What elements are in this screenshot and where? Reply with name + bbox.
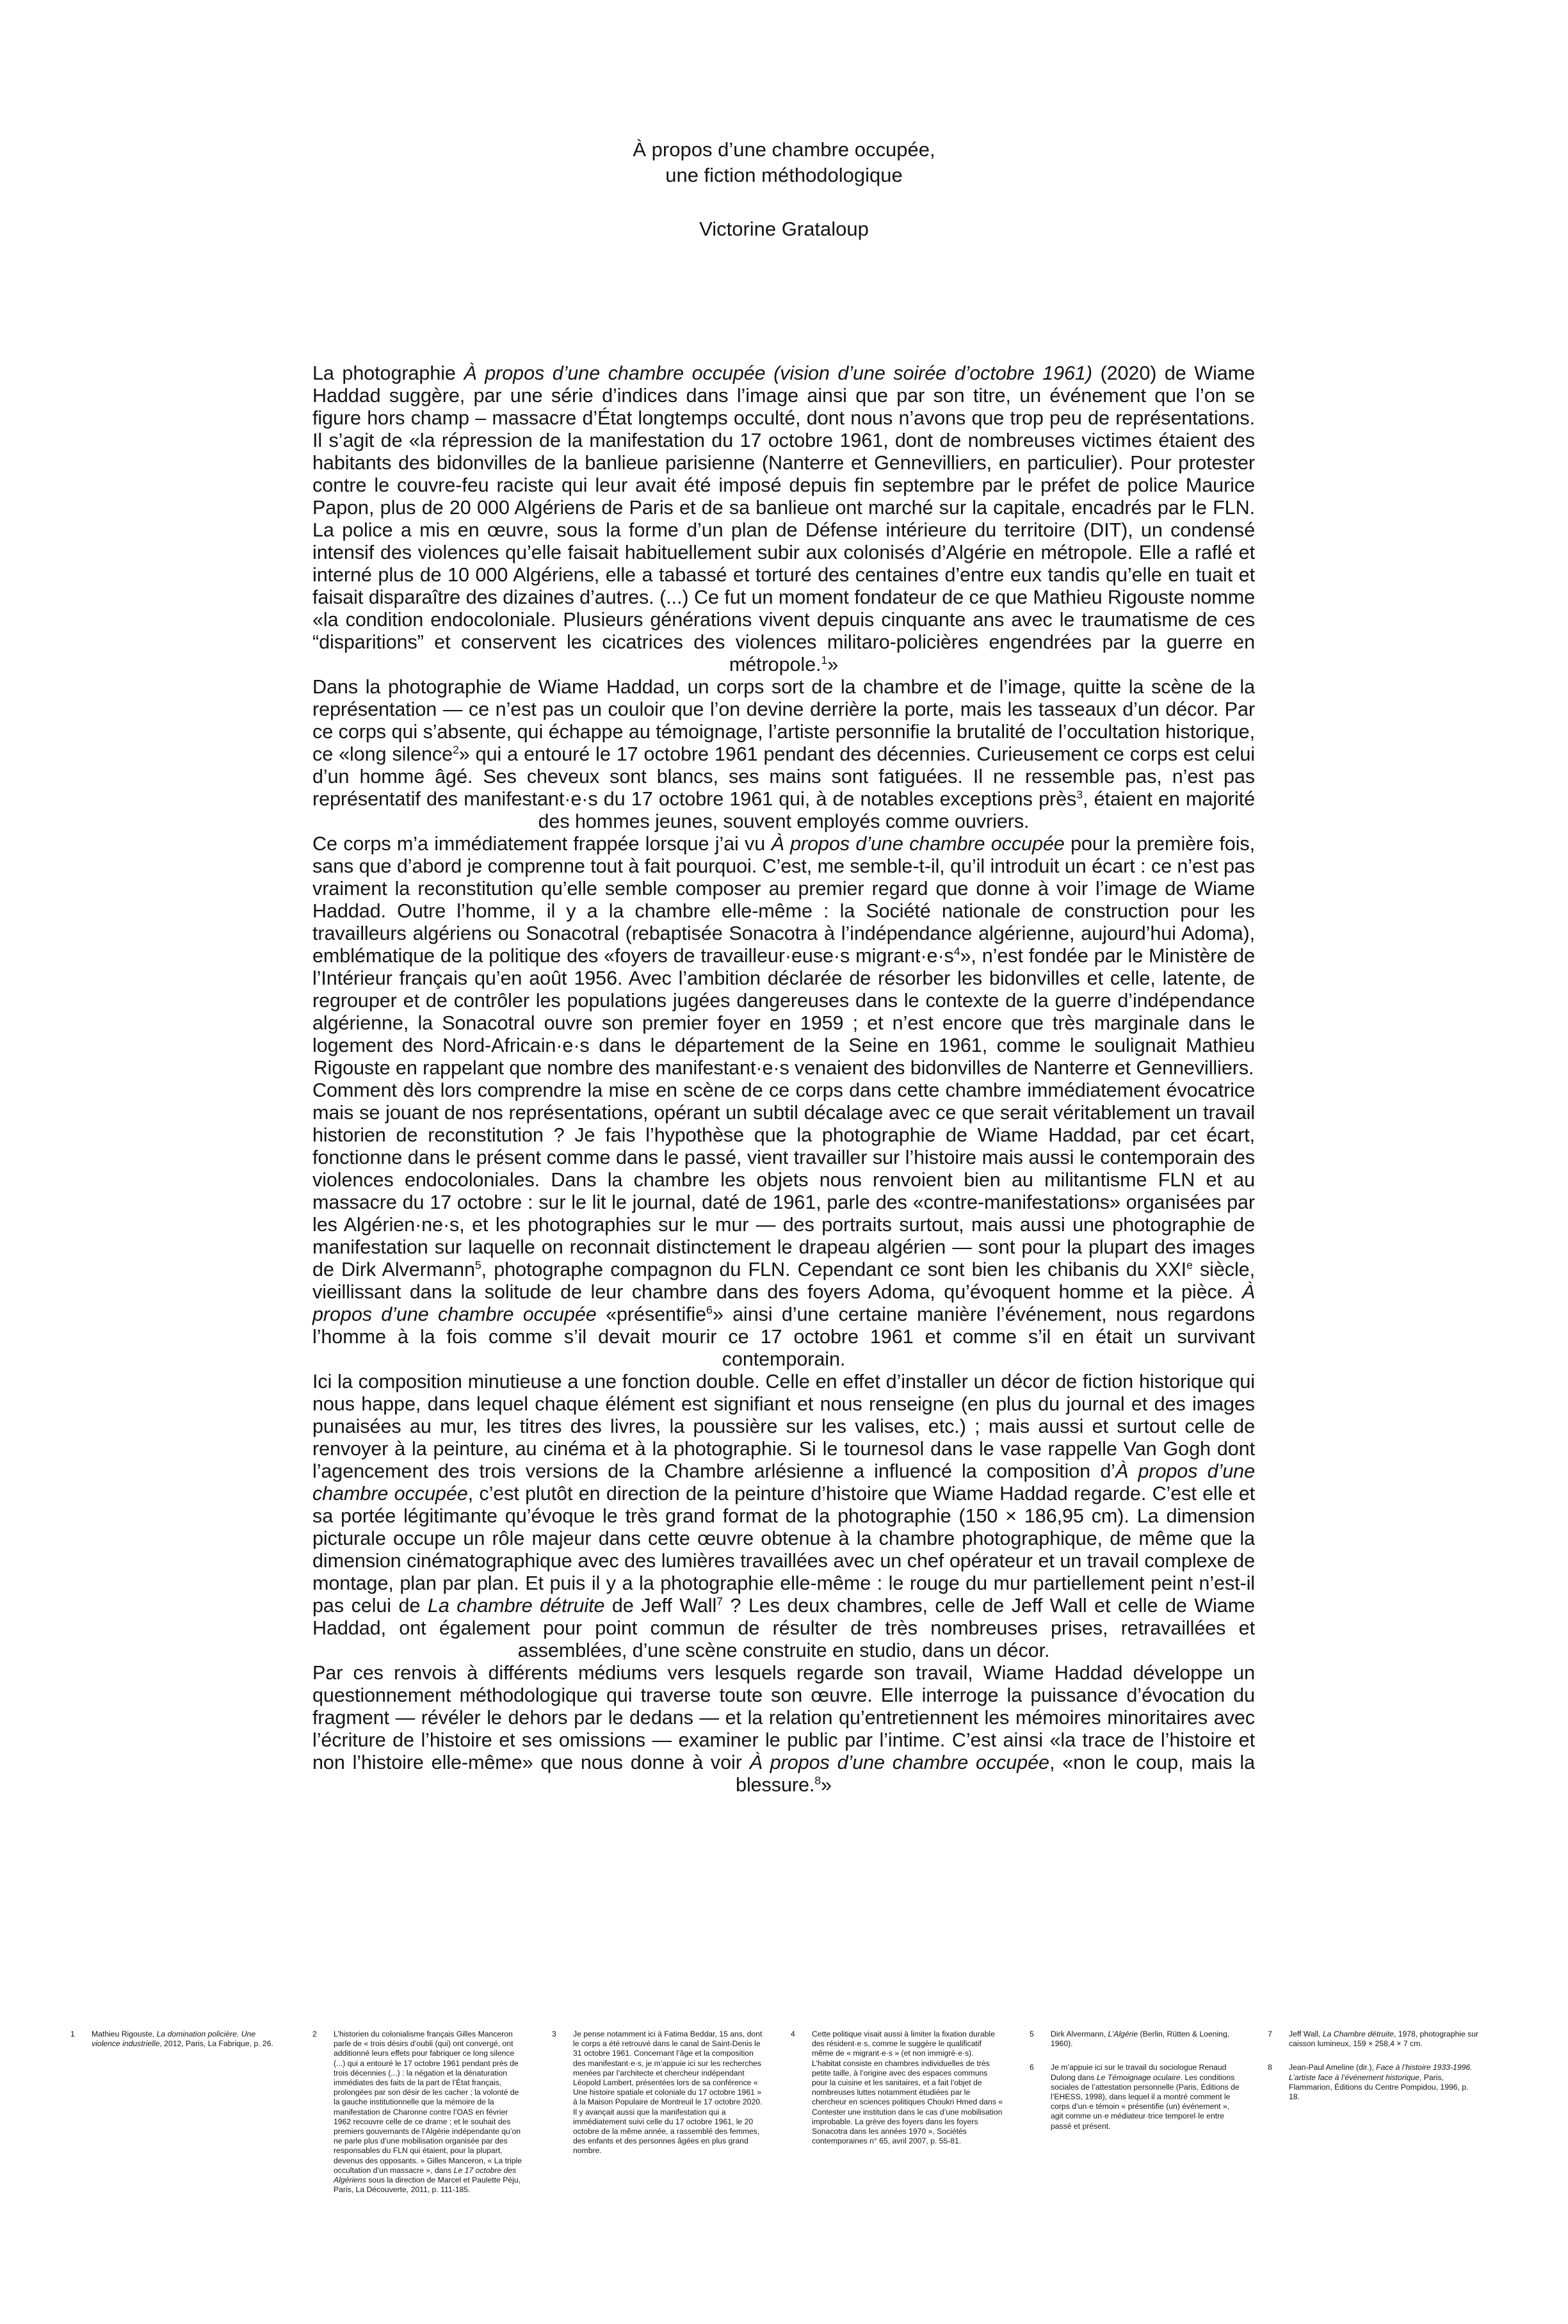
footnote-number: 5	[1030, 2029, 1034, 2038]
footnote-ref: e	[1186, 1258, 1193, 1271]
italic-title: Face à l’histoire 1933-1996. L’artiste face à l’événement historique	[1289, 2063, 1473, 2082]
italic-title: À propos d’une chambre occupée (vision d’une soirée d’octobre 1961)	[464, 362, 1092, 384]
footnote-ref: 3	[1076, 787, 1083, 801]
footnote-column	[312, 2029, 526, 2209]
footnote-column	[552, 2029, 765, 2170]
paragraph	[312, 362, 1255, 676]
text-run: Dans la photographie de Wiame Haddad, un corps sort de la chambre et de l’image, quitte la scène de la représentation — ce n’est pas un couloir que l’on devine derrière la porte, mais les tasseaux d’un décor. Par ce corps qui s’absente, qui échappe au témoignage, l’artiste personnifie la brutalité de l’occultation historique, ce «long silence	[312, 676, 1255, 765]
paragraph	[312, 1079, 1255, 1371]
text-run: «présentifie	[596, 1303, 707, 1325]
text-run: » qui a entouré le 17 octobre 1961 pendant des décennies. Curieusement ce corps est celui d’un homme âgé. Ses cheveux sont blancs, ses mains sont fatiguées. Il ne ressemble pas, n’est pas représentatif des manifestant·e·s du 17 octobre 1961 qui, à de notables exceptions près	[312, 743, 1255, 810]
text-run: Je m’appuie ici sur le travail du sociologue Renaud Dulong dans	[1051, 2063, 1227, 2082]
footnote	[70, 2029, 284, 2049]
footnote-ref: 6	[706, 1303, 713, 1316]
footnote-number: 6	[1030, 2063, 1034, 2072]
text-run: »	[821, 1774, 832, 1796]
text-run: , étaient en majorité des hommes jeunes, souvent employés comme ouvriers.	[538, 788, 1255, 832]
text-run: Cette politique visait aussi à limiter la fixation durable des résident·e·s, comme le suggère le qualificatif même de « migrant·e·s » (et non immigré·e·s). L’habitat consiste en chambres individuelles de très petite taille, à l’origine avec des espaces communs pour la cuisine et les sanitaires, et a fait l’objet de nombreuses luttes notamment étudiées par le chercheur en sciences politiques Choukri Hmed dans « Contester une institution dans le cas d’une mobilisation improbable. La grève des foyers dans les foyers Sonacotra dans les années 1970 », Sociétés contemporaines n° 65, avril 2007, p. 55-81.	[812, 2029, 1003, 2146]
text-run: siècle, vieillissant dans la solitude de leur chambre dans des foyers Adoma, qu’évoquent homme et la pièce.	[312, 1259, 1256, 1303]
text-run: »	[827, 654, 839, 675]
footnote	[791, 2029, 1004, 2146]
footnote-number: 8	[1268, 2063, 1272, 2072]
footnote-text	[812, 2029, 1004, 2146]
footnote-text	[573, 2029, 765, 2156]
footnote-number: 3	[552, 2029, 556, 2038]
footnote-column	[1030, 2029, 1243, 2145]
footnote-text	[1289, 2063, 1481, 2102]
footnote-text	[1051, 2063, 1243, 2131]
text-run: ? Les deux chambres, celle de Jeff Wall et celle de Wiame Haddad, ont également pour point commun de résulter de très nombreuses prises, retravaillées et assemblées, d’une scène construite en studio, dans un décor.	[312, 1595, 1256, 1661]
footnote-ref: 5	[474, 1258, 481, 1271]
footnote-text	[334, 2029, 526, 2195]
paragraph	[312, 833, 1255, 1079]
text-run: Mathieu Rigouste,	[92, 2029, 157, 2038]
text-run: Jean-Paul Ameline (dir.),	[1289, 2063, 1377, 2072]
footnote	[552, 2029, 765, 2156]
footnote	[1030, 2029, 1243, 2049]
footnote-number: 2	[312, 2029, 317, 2038]
footnote-ref: 4	[953, 944, 960, 958]
text-run: pour la première fois, sans que d’abord je comprenne tout à fait pourquoi. C’est, me semble-t-il, qu’il introduit un écart : ce n’est pas vraiment la reconstitution qu’elle semble composer au premier regard que donne à voir l’image de Wiame Haddad. Outre l’homme, il y a la chambre elle-même : la Société nationale de construction pour les travailleurs algériens ou Sonacotral (rebaptisée Sonacotra à l’indépendance algérienne, aujourd’hui Adoma), emblématique de la politique des «foyers de travailleur·euse·s migrant·e·s	[312, 833, 1255, 967]
text-run: Ce corps m’a immédiatement frappée lorsque j’ai vu	[312, 833, 772, 855]
text-run: sous la direction de Marcel et Paulette Péju, Paris, La Découverte, 2011, p. 111-185.	[334, 2175, 521, 2195]
footnotes	[0, 2029, 1568, 2298]
footnote-ref: 2	[452, 743, 459, 756]
text-run: (2020) de Wiame Haddad suggère, par une série d’indices dans l’image ainsi que par son titre, un événement que l’on se figure hors champ – massacre d’État longtemps occulté, dont nous n’avons que trop peu de représentations. Il s’agit de «la répression de la manifestation du 17 octobre 1961, dont de nombreuses victimes étaient des habitants des bidonvilles de la banlieue parisienne (Nanterre et Gennevilliers, en particulier). Pour protester contre le couvre-feu raciste qui leur avait été imposé depuis fin septembre par le préfet de police Maurice Papon, plus de 20 000 Algériens de Paris et de sa banlieue ont marché sur la capitale, encadrés par le FLN. La police a mis en œuvre, sous la forme d’un plan de Défense intérieure du territoire (DIT), un condensé intensif des violences qu’elle faisait habituellement subir aux colonisés d’Algérie en métropole. Elle a raflé et interné plus de 10 000 Algériens, elle a tabassé et torturé des centaines d’entre eux tandis qu’elle en tuait et faisait disparaître des dizaines d’autres. (...) Ce fut un moment fondateur de ce que Mathieu Rigouste nomme «la condition endocoloniale. Plusieurs générations vivent depuis cinquante ans avec le traumatisme de ces “disparitions” et conservent les cicatrices des violences militaro-policières engendrées par la guerre en métropole.	[312, 362, 1255, 675]
footnote-ref: 1	[821, 653, 828, 666]
text-run: Comment dès lors comprendre la mise en scène de ce corps dans cette chambre immédiatement évocatrice mais se jouant de nos représentations, opérant un subtil décalage avec ce que serait véritablement un travail historien de reconstitution ? Je fais l’hypothèse que la photographie de Wiame Haddad, par cet écart, fonctionne dans le présent comme dans le passé, vient travailler sur l’histoire mais aussi le contemporain des violences endocoloniales. Dans la chambre les objets nous renvoient bien au militantisme FLN et au massacre du 17 octobre : sur le lit le journal, daté de 1961, parle des «contre-manifestations» organisées par les Algérien·ne·s, et les photographies sur le mur — des portraits surtout, mais aussi une photographie de manifestation sur laquelle on reconnait distinctement le drapeau algérien — sont pour la plupart des images de Dirk Alvermann	[312, 1079, 1255, 1280]
text-run: (Berlin, Rütten & Loening, 1960).	[1051, 2029, 1230, 2049]
text-run: , Paris, Flammarion, Éditions du Centre Pompidou, 1996, p. 18.	[1289, 2072, 1469, 2102]
text-run: , 1978, photographie sur caisson lumineux, 159 × 258,4 × 7 cm.	[1289, 2029, 1479, 2049]
footnote	[1030, 2063, 1243, 2131]
text-run: de Jeff Wall	[604, 1595, 717, 1617]
text-run: Je pense notamment ici à Fatima Beddar, 15 ans, dont le corps a été retrouvé dans le canal de Saint-Denis le 31 octobre 1961. Concernant l’âge et la composition des manifestant·e·s, je m’appuie ici sur les recherches menées par l’architecte et chercheur indépendant Léopold Lambert, présentées lors de sa conférence « Une histoire spatiale et coloniale du 17 octobre 1961 » à la Maison Populaire de Montreuil le 17 octobre 2020. Il y avançait aussi que la manifestation qui a immédiatement suivi celle du 17 octobre 1961, le 20 octobre de la même année, a rassemblé des femmes, des enfants et des personnes âgées en plus grand nombre.	[573, 2029, 763, 2156]
italic-title: Le 17 octobre des Algériens	[334, 2165, 517, 2185]
text-run: , «non le coup, mais la blessure.	[736, 1752, 1255, 1796]
paragraph	[312, 1662, 1255, 1796]
paragraph	[312, 676, 1255, 833]
footnote	[1268, 2063, 1481, 2102]
footnote-ref: 7	[716, 1594, 723, 1608]
footnote-number: 7	[1268, 2029, 1272, 2038]
text-run: , photographe compagnon du FLN. Cependant ce sont bien les chibanis du XXI	[481, 1259, 1186, 1280]
italic-title: À propos d’une chambre occupée	[312, 1460, 1256, 1505]
article-body	[312, 362, 1255, 1796]
italic-title: La domination policière. Une violence industrielle	[92, 2029, 256, 2049]
text-run: . Les conditions sociales de l’attestation personnelle (Paris, Éditions de l’EHESS, 1998), dans lequel il a montré comment le corps d’un·e témoin « présentifie (un) événement », agit comme un·e médiateur·trice temporel·le entre passé et présent.	[1051, 2072, 1240, 2131]
title-line-2: une fiction méthodologique	[665, 164, 903, 186]
footnote	[1268, 2029, 1481, 2049]
paragraph	[312, 1371, 1255, 1662]
text-run: La photographie	[312, 362, 464, 384]
text-run: Ici la composition minutieuse a une fonction double. Celle en effet d’installer un décor de fiction historique qui nous happe, dans lequel chaque élément est signifiant et nous renseigne (en plus du journal et des images punaisées au mur, les titres des livres, la poussière sur les valises, etc.) ; mais aussi et surtout celle de renvoyer à la peinture, au cinéma et à la photographie. Si le tournesol dans le vase rappelle Van Gogh dont l’agencement des trois versions de la Chambre arlésienne a influencé la composition d’	[312, 1371, 1255, 1482]
text-run: Dirk Alvermann,	[1051, 2029, 1108, 2038]
text-run: , 2012, Paris, La Fabrique, p. 26.	[159, 2039, 273, 2049]
text-run: » ainsi d’une certaine manière l’événement, nous regardons l’homme à la fois comme s’il devait mourir ce 17 octobre 1961 et comme s’il en était un survivant contemporain.	[312, 1303, 1256, 1370]
italic-title: À propos d’une chambre occupée	[749, 1752, 1049, 1773]
text-run: L’historien du colonialisme français Gilles Manceron parle de « trois désirs d’oubli (qui) ont convergé, ont additionné leurs effets pour fabriquer ce long silence (...) qui a entouré le 17 octobre 1961 pendant près de trois décennies (...) : la négation et la dénaturation immédiates des faits de la part de l’État français, prolongées par son désir de les cacher ; la volonté de la gauche institutionnelle que la mémoire de la manifestation de Charonne contre l’OAS en février 1962 recouvre celle de ce drame ; et le souhait des premiers gouvernants de l’Algérie indépendante qu’on ne parle plus d’une mobilisation organisée par des responsables du FLN qui étaient, pour la plupart, devenus des opposants. » Gilles Manceron, « La triple occultation d’un massacre », dans	[334, 2029, 522, 2175]
footnote-ref: 8	[814, 1773, 821, 1787]
text-run: Par ces renvois à différents médiums vers lesquels regarde son travail, Wiame Haddad développe un questionnement méthodologique qui traverse toute son œuvre. Elle interroge la puissance d’évocation du fragment — révéler le dehors par le dedans — et la relation qu’entretiennent les mémoires minoritaires avec l’écriture de l’histoire et ses omissions — examiner le public par l’intime. C’est ainsi «la trace de l’histoire et non l’histoire elle-même» que nous donne à voir	[312, 1662, 1255, 1773]
italic-title: La chambre détruite	[427, 1595, 605, 1617]
text-run: , c’est plutôt en direction de la peinture d’histoire que Wiame Haddad regarde. C’est elle et sa portée légitimante qu’évoque le très grand format de la photographie (150 × 186,95 cm). La dimension picturale occupe un rôle majeur dans cette œuvre obtenue à la chambre photographique, de même que la dimension cinématographique avec des lumières travaillées avec un chef opérateur et un travail complexe de montage, plan par plan. Et puis il y a la photographie elle-même : le rouge du mur partiellement peint n’est-il pas celui de	[312, 1483, 1256, 1617]
footnote-column	[1268, 2029, 1481, 2116]
italic-title: À propos d’une chambre occupée	[771, 833, 1065, 855]
footnote-number: 1	[70, 2029, 75, 2038]
author-name: Victorine Grataloup	[699, 218, 869, 240]
italic-title: La Chambre détruite	[1322, 2029, 1394, 2038]
italic-title: L’Algérie	[1108, 2029, 1138, 2038]
text-run: Jeff Wall,	[1289, 2029, 1323, 2038]
footnote-column	[70, 2029, 284, 2063]
italic-title: Le Témoignage oculaire	[1096, 2072, 1181, 2082]
footnote-number: 4	[791, 2029, 795, 2038]
text-run: », n’est fondée par le Ministère de l’Intérieur français qu’en août 1956. Avec l’ambition déclarée de résorber les bidonvilles et celle, latente, de regrouper et de contrôler les populations jugées dangereuses dans le contexte de la guerre d’indépendance algérienne, la Sonacotral ouvre son premier foyer en 1959 ; et n’est encore que très marginale dans le logement des Nord-Africain·e·s dans le département de la Seine en 1961, comme le soulignait Mathieu Rigouste en rappelant que nombre des manifestant·e·s venaient des bidonvilles de Nanterre et Gennevilliers.	[312, 945, 1256, 1079]
footnote	[312, 2029, 526, 2195]
italic-title: À propos d’une chambre occupée	[312, 1281, 1255, 1325]
footnote-text	[1289, 2029, 1481, 2049]
footnote-text	[1051, 2029, 1243, 2049]
footnote-text	[92, 2029, 284, 2049]
footnote-column	[791, 2029, 1004, 2160]
title-line-1: À propos d’une chambre occupée,	[633, 138, 935, 161]
